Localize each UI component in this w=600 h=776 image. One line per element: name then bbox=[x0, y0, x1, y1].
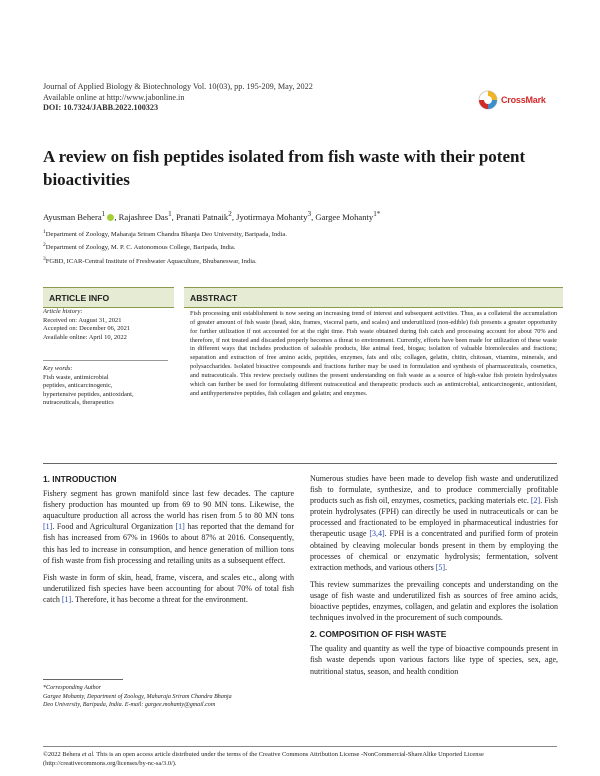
affiliation: $^2$Department of Zoology, M. P. C. Autonomous College, Baripada, India. bbox=[43, 242, 236, 252]
affiliations bbox=[43, 227, 287, 267]
citation-link[interactable]: [1] bbox=[61, 594, 72, 604]
journal-url[interactable]: Available online at http://www.jabonline.in bbox=[43, 92, 185, 102]
citation-link[interactable]: [1] bbox=[175, 522, 185, 532]
history-label: Article history: bbox=[43, 308, 83, 315]
corresponding-label: *Corresponding Author bbox=[43, 685, 102, 691]
crossmark-icon bbox=[478, 90, 498, 110]
paragraph: The quality and quantity as well the type of bioactive compounds present in fish waste depends upon various factors like type of species, sex, age, nutritional status, season, and health condition bbox=[310, 644, 558, 676]
author: Pranati Patnaik$^2$, bbox=[175, 210, 237, 222]
affiliation: $^3$FGBD, ICAR-Central Institute of Freshwater Aquaculture, Bhubaneswar, India. bbox=[43, 255, 257, 265]
keyword-line: hypertensive peptides, antioxidant, bbox=[43, 390, 134, 398]
journal-header bbox=[43, 82, 313, 114]
paper-title: A review on fish peptides isolated from fish waste with their potent bioactivities bbox=[43, 147, 526, 189]
left-column bbox=[43, 474, 294, 611]
citation-link[interactable]: [1] bbox=[43, 522, 53, 532]
license-rule bbox=[43, 746, 557, 747]
keywords-block bbox=[43, 365, 168, 408]
author: Gargee Mohanty$^{1*}$ bbox=[315, 210, 381, 222]
paragraph: Fish waste in form of skin, head, frame, viscera, and scales etc., along with underutilized fish species have been accounting for about 70% of total fish catch [1]. Therefore, it has become a threat for the environment. bbox=[43, 572, 294, 604]
right-column bbox=[310, 473, 558, 683]
author: Jyotirmaya Mohanty$^3$, bbox=[236, 210, 316, 222]
affiliation: $^1$Department of Zoology, Maharaja Sriram Chandra Bhanja Deo University, Baripada, India. bbox=[43, 229, 287, 239]
license-text: ©2022 Behera et al. This is an open access article distributed under the terms of the Creative Commons Attribution License -NonCommercial-ShareAlike Unported License (http://creativecommons.org/licenses/by-nc-sa/3.0/). bbox=[43, 751, 484, 767]
article-info-heading: ARTICLE INFO bbox=[43, 287, 174, 308]
abstract-text: Fish processing unit establishment is now seeing an increasing trend of interest and subsequent activities. Thus, as a collateral the accumulation of greater amount of fish waste (head, skin, frames, visceral parts, and scales) and underutilized (non-edible) fish presents a greater opportunity for further utilization if not accounted for at the right time. Fish waste obtained during fish catch and processing account for about 70% and therefore, if not treated and discarded properly becomes a threat to environment. Currently, efforts have been made for utilization of these waste in different ways that includes production of saleable products, like animal feed, biogas; isolation of valuable biomolecules and fractions; separation and extraction of free amino acids, peptides, enzymes, fats and oils; collagen, gelatin, chitin, chitosan, vitamins, minerals, and polysaccharides. Isolated bioactive compounds and fractions further may be used in formulation and synthesis of pharmaceuticals, cosmetics, and nutraceuticals. This review precisely outlines the present understanding on fish waste as a source of high-value fish protein hydrolysates which can further be used for formulating different nutraceutical and therapeutic products such as antimicrobial, anticarcinogenic, antioxidant, and antihypertensive peptides, fish collagen and gelatin; and enzymes. bbox=[190, 310, 557, 397]
crossmark-badge[interactable] bbox=[478, 89, 566, 111]
keyword-line: nutraceuticals, therapeutics bbox=[43, 399, 114, 407]
corresponding-line: Gargee Mohanty, Department of Zoology, Maharaja Sriram Chandra Bhanja bbox=[43, 693, 232, 700]
corresponding-author bbox=[43, 684, 295, 710]
orcid-icon[interactable] bbox=[107, 214, 114, 221]
keyword-line: peptides, anticarcinogenic, bbox=[43, 382, 113, 390]
paragraph: Fishery segment has grown manifold since last few decades. The capture fishery production has mounted up from 69 to 90 MN tons. Likewise, the aquaculture production all across the world has risen from 5 to 80 MN tons [1]. Food and Agricultural Organization [1] has reported that the demand for fish has increased from 67% in 1960s to about 87% at 2016. Consequently, this has led to increase in consumption, and hence generation of million tons of fish waste from fish processing and retailing units as a subsequent effect. bbox=[43, 489, 294, 565]
footnote-rule bbox=[43, 679, 123, 680]
section-heading-introduction: 1. INTRODUCTION bbox=[43, 474, 117, 484]
info-divider bbox=[43, 360, 168, 361]
citation-link[interactable]: [5] bbox=[435, 562, 446, 572]
crossmark-label: CrossMark bbox=[501, 95, 546, 105]
journal-citation: Journal of Applied Biology & Biotechnology Vol. 10(03), pp. 195-209, May, 2022 bbox=[43, 82, 313, 91]
abstract-heading: ABSTRACT bbox=[184, 287, 563, 308]
history-online: Available online: April 10, 2022 bbox=[43, 333, 127, 341]
author: Rajashree Das$^1$, bbox=[118, 210, 176, 222]
author: Ayusman Behera$^1$ , bbox=[43, 210, 119, 222]
corresponding-line[interactable]: Deo University, Baripada, India. E-mail: gargee.mohanty@gmail.com bbox=[43, 702, 216, 708]
keyword-line: Fish waste, antimicrobial bbox=[43, 373, 109, 381]
journal-doi[interactable]: DOI: 10.7324/JABB.2022.100323 bbox=[43, 103, 159, 112]
section-heading-composition: 2. COMPOSITION OF FISH WASTE bbox=[310, 629, 447, 640]
paragraph: Numerous studies have been made to develop fish waste and underutilized fish to formulate, synthesize, and to produce commercially profitable products such as fish oil, enzymes, cosmetics, packing materials etc. [2]. Fish protein hydrolysates (FPH) can directly be used in nutraceuticals or can be processed and fractionated to be employed in pharmaceutical industries for therapeutic usage [3,4]. FPH is a concentrated and purified form of protein obtained by cleaving molecular bonds present in them by employing the processes of chemical or enzymatic hydrolysis; fermentation, solvent extraction methods, and various others [5]. bbox=[310, 474, 558, 572]
abstract-bottom-rule bbox=[43, 463, 557, 464]
history-accepted: Accepted on: December 06, 2021 bbox=[43, 325, 131, 333]
citation-link[interactable]: [2] bbox=[530, 496, 541, 506]
history-received: Received on: August 31, 2021 bbox=[43, 316, 122, 324]
paragraph: This review summarizes the prevailing concepts and understanding on the usage of fish waste and underutilized fish as sources of free amino acids, bioactive peptides, enzymes, collagen, and gelatin and explores the isolation techniques involved in the procurement of such compounds. bbox=[310, 579, 558, 623]
article-info bbox=[43, 308, 168, 342]
keywords-label: Key words: bbox=[43, 365, 73, 372]
citation-link[interactable]: [3,4] bbox=[369, 529, 385, 539]
author-list bbox=[43, 210, 380, 222]
